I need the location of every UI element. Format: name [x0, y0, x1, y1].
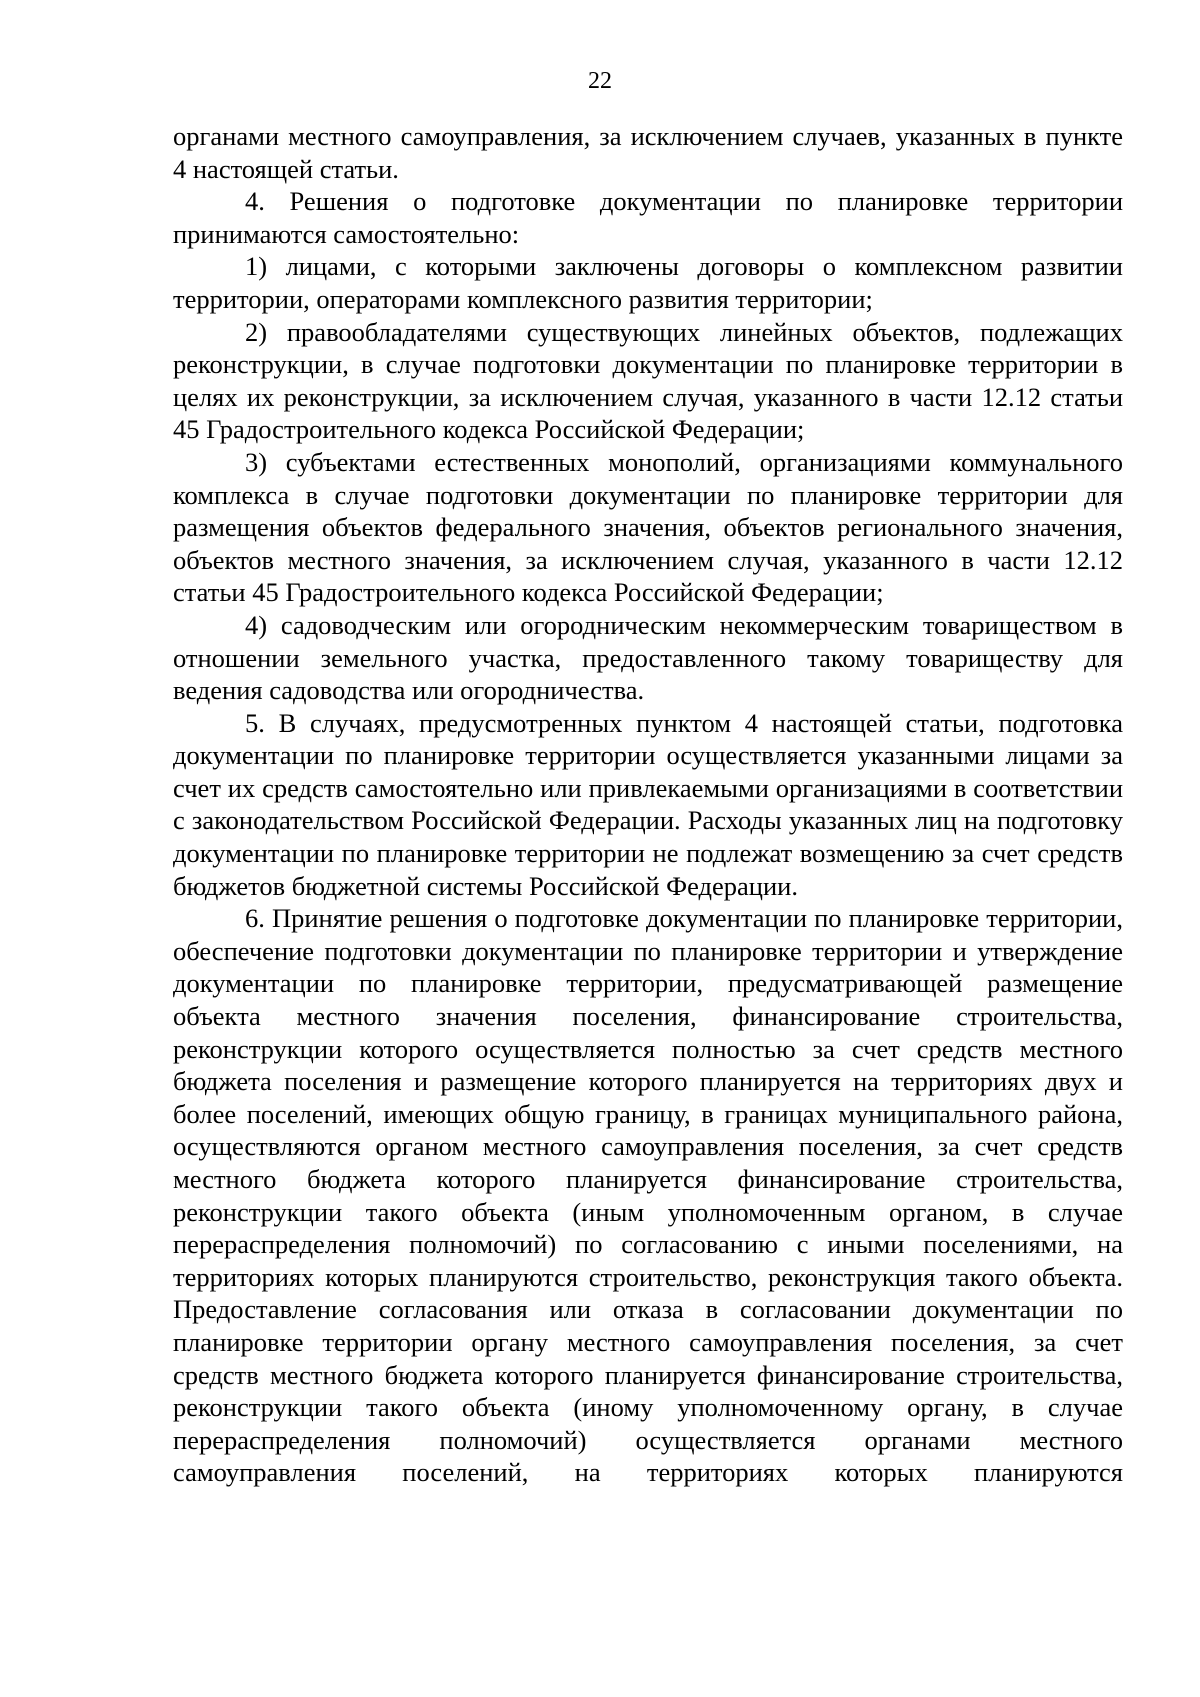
paragraph-subitem-1: 1) лицами, с которыми заключены договоры о комплексном развитии территории, операторами комплексного развития территории; [173, 251, 1123, 314]
paragraph-item-5: 5. В случаях, предусмотренных пунктом 4 настоящей статьи, подготовка документации по планировке территории осуществляется указанными лицами за счет их средств самостоятельно или привлекаемыми организациями в соответствии с законодательством Российской Федерации. Расходы указанных лиц на подготовку документации по планировке территории не подлежат возмещению за счет средств бюджетов бюджетной системы Российской Федерации. [173, 707, 1123, 901]
paragraph-item-4: 4. Решения о подготовке документации по планировке территории принимаются самостоятельно: [173, 186, 1123, 249]
page-number: 22 [588, 68, 612, 94]
paragraph-subitem-2: 2) правообладателями существующих линейных объектов, подлежащих реконструкции, в случае подготовки документации по планировке территории в целях их реконструкции, за исключением случая, указанного в части 12.12 статьи 45 Градостроительного кодекса Российской Федерации; [173, 316, 1123, 445]
paragraph-subitem-4: 4) садоводческим или огородническим некоммерческим товариществом в отношении земельного участка, предоставленного такому товариществу для ведения садоводства или огородничества. [173, 609, 1123, 706]
document-body [173, 120, 1123, 1489]
paragraph-subitem-3: 3) субъектами естественных монополий, организациями коммунального комплекса в случае подготовки документации по планировке территории для размещения объектов федерального значения, объектов регионального значения, объектов местного значения, за исключением случая, указанного в части 12.12 статьи 45 Градостроительного кодекса Российской Федерации; [173, 446, 1123, 608]
paragraph-item-6: 6. Принятие решения о подготовке документации по планировке территории, обеспечение подготовки документации по планировке территории и утверждение документации по планировке территории, предусматривающей размещение объекта местного значения поселения, финансирование строительства, реконструкции которого осуществляется полностью за счет средств местного бюджета поселения и размещение которого планируется на территориях двух и более поселений, имеющих общую границу, в границах муниципального района, осуществляются органом местного самоуправления поселения, за счет средств местного бюджета которого планируется финансирование строительства, реконструкции такого объекта (иным уполномоченным органом, в случае перераспределения полномочий) по согласованию с иными поселениями, на территориях которых планируются строительство, реконструкция такого объекта. Предоставление согласования или отказа в согласовании документации по планировке территории органу местного самоуправления поселения, за счет средств местного бюджета которого планируется финансирование строительства, реконструкции такого объекта (иному уполномоченному органу, в случае перераспределения полномочий) осуществляется органами местного самоуправления поселений, на территориях которых планируются [173, 903, 1123, 1488]
paragraph-continuation: органами местного самоуправления, за исключением случаев, указанных в пункте 4 настоящей статьи. [173, 121, 1123, 184]
